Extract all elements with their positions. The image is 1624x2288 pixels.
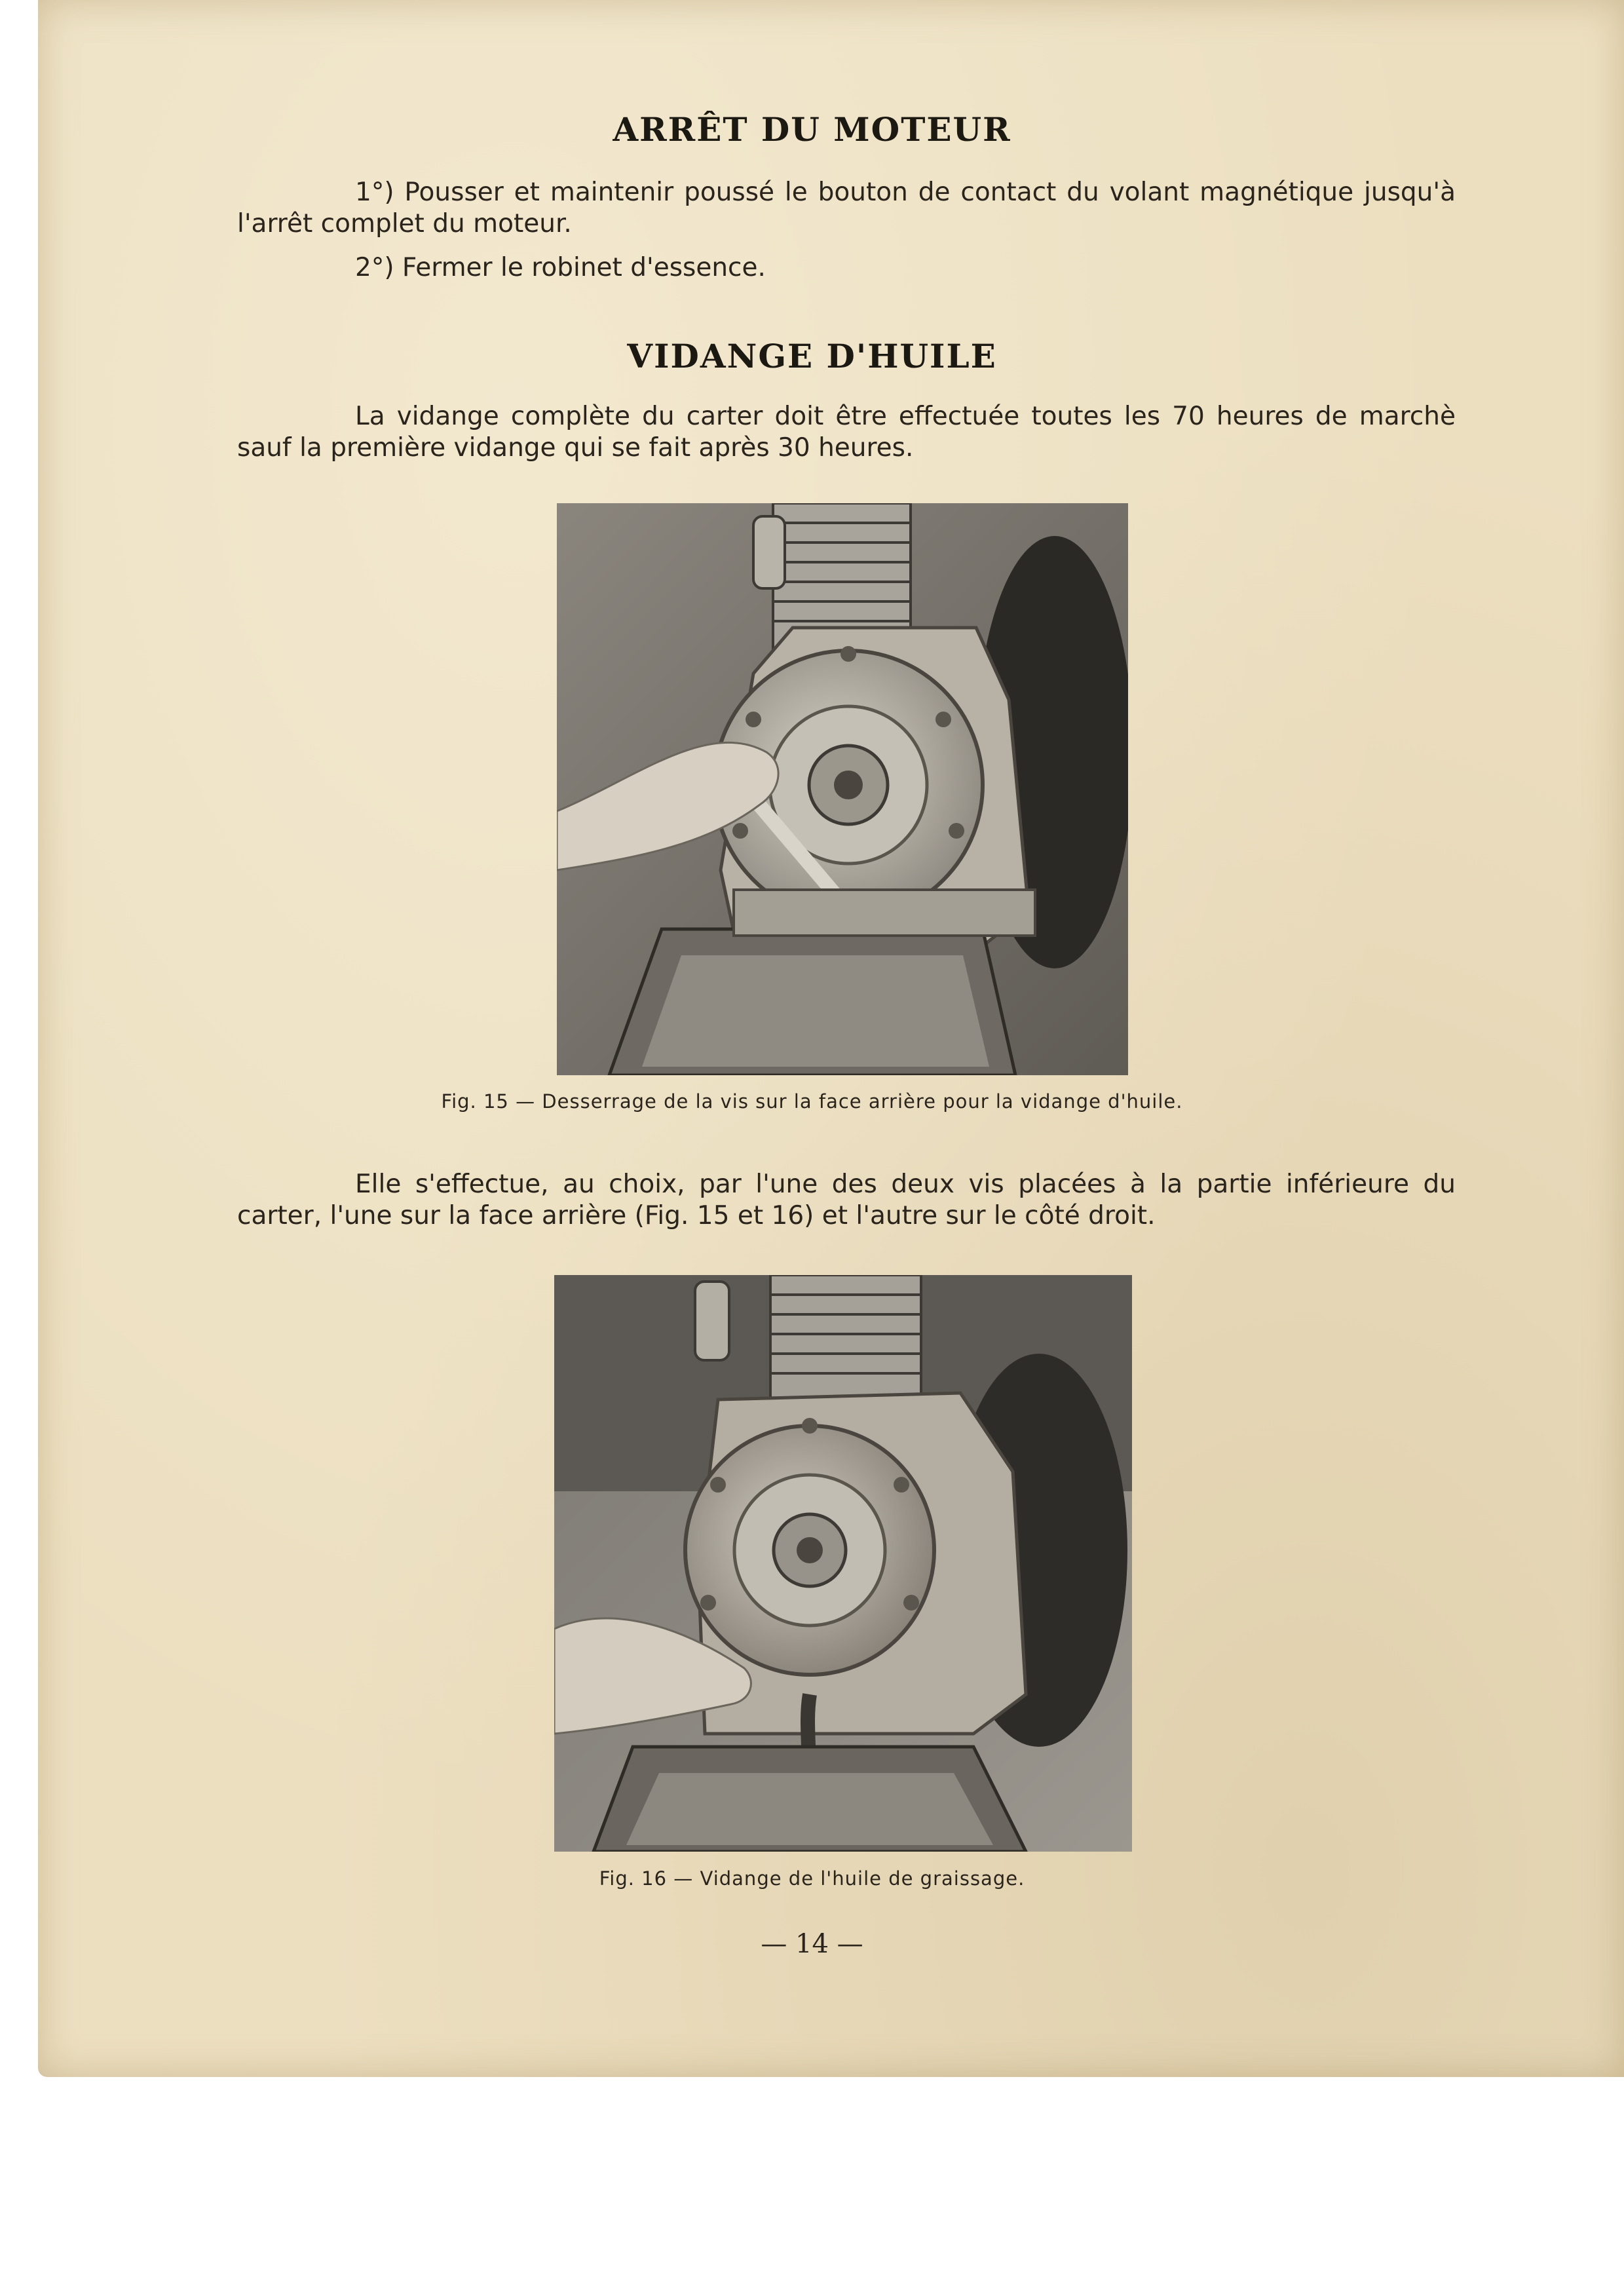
paragraph-arret-step-1: 1°) Pousser et maintenir poussé le bouton de contact du volant magnétique jusqu'à l'arrêt complet du moteur. xyxy=(237,178,1456,238)
oil-draining-photo xyxy=(554,1275,1132,1852)
heading-vidange-d-huile: VIDANGE D'HUILE xyxy=(627,337,997,375)
heading-arret-du-moteur: ARRÊT DU MOTEUR xyxy=(613,110,1011,149)
figure-16-caption: Fig. 16 — Vidange de l'huile de graissage. xyxy=(599,1867,1025,1890)
paragraph-vidange-intro: La vidange complète du carter doit être effectuée toutes les 70 heures de marchè sauf la première vidange qui se fait après 30 heures. xyxy=(237,402,1456,463)
figure-15-photo xyxy=(557,503,1128,1075)
page-number: — 14 — xyxy=(761,1929,863,1959)
paragraph-arret-step-2: 2°) Fermer le robinet d'essence. xyxy=(355,253,766,282)
paragraph-vidange-method: Elle s'effectue, au choix, par l'une des deux vis placées à la partie inférieure du carter, l'une sur la face arrière (Fig. 15 et 16) et l'autre sur le côté droit. xyxy=(237,1170,1456,1230)
figure-15-caption: Fig. 15 — Desserrage de la vis sur la face arrière pour la vidange d'huile. xyxy=(441,1090,1183,1113)
figure-16-photo xyxy=(554,1275,1132,1852)
engine-rear-face-photo xyxy=(557,503,1128,1075)
